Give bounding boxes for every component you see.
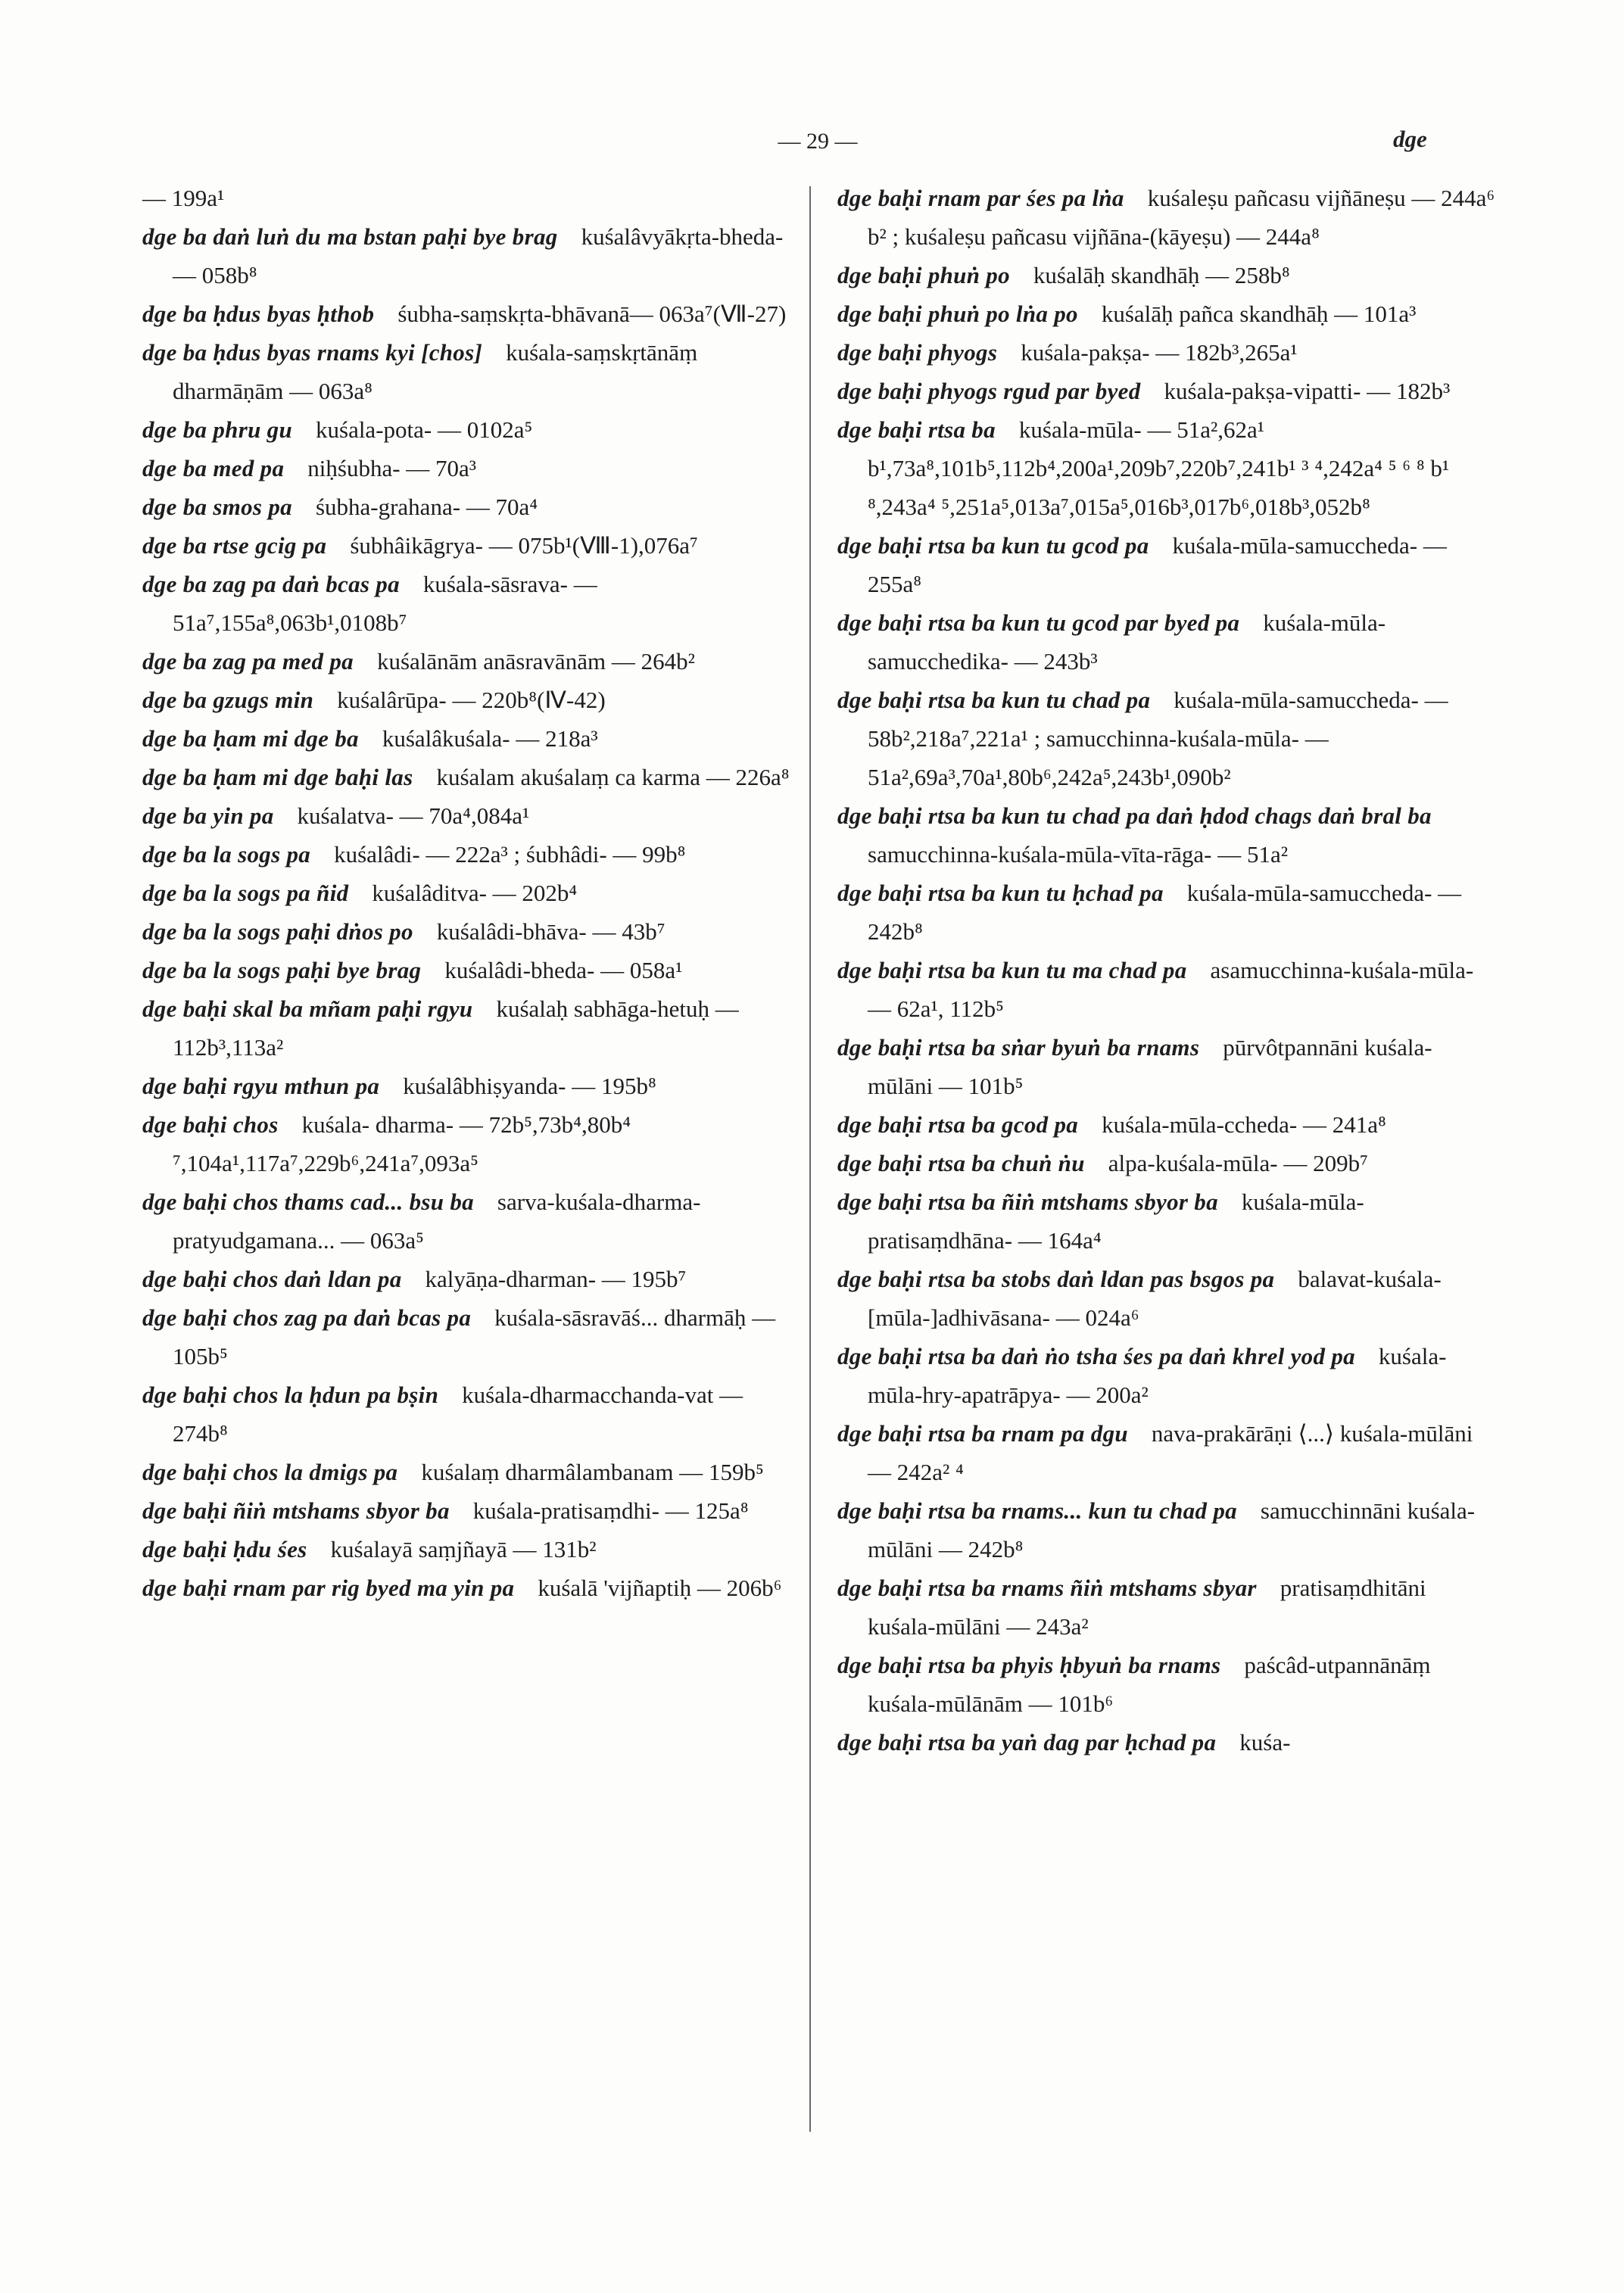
sanskrit-equivalent: kuśa-	[1239, 1729, 1291, 1756]
sanskrit-equivalent: kuśala-pakṣa-vipatti- — 182b³	[1164, 378, 1451, 404]
dictionary-entry	[837, 372, 1496, 410]
sanskrit-equivalent: kuśalam akuśalaṃ ca karma — 226a⁸	[436, 764, 790, 790]
dictionary-entry	[837, 410, 1496, 526]
tibetan-headword: dge baḥi rtsa ba kun tu chad pa	[837, 687, 1151, 713]
sanskrit-equivalent: niḥśubha- — 70a³	[307, 455, 477, 481]
dictionary-entry	[837, 526, 1496, 603]
sanskrit-equivalent: alpa-kuśala-mūla- — 209b⁷	[1108, 1150, 1368, 1176]
tibetan-headword: dge baḥi rnam par śes pa lṅa	[837, 185, 1124, 211]
sanskrit-equivalent: kuśala-pota- — 0102a⁵	[316, 416, 533, 443]
tibetan-headword: dge ba ḥdus byas ḥthob	[142, 301, 375, 327]
sanskrit-equivalent: kuśalâbhiṣyanda- — 195b⁸	[403, 1073, 656, 1099]
dictionary-entry	[142, 217, 801, 294]
sanskrit-equivalent: kuśalāḥ skandhāḥ — 258b⁸	[1033, 262, 1290, 288]
dictionary-entry	[142, 1530, 801, 1569]
tibetan-headword: dge baḥi ḥdu śes	[142, 1536, 307, 1562]
dictionary-entry	[142, 294, 801, 333]
dictionary-entry	[837, 1491, 1496, 1569]
sanskrit-equivalent: kuśala-mūla-samucchedika- — 243b³	[868, 609, 1386, 675]
sanskrit-equivalent: kuśalâditva- — 202b⁴	[372, 880, 578, 906]
sanskrit-equivalent: kuśala-pakṣa- — 182b³,265a¹	[1021, 339, 1298, 366]
tibetan-headword: dge baḥi rtsa ba stobs daṅ ldan pas bsgos pa	[837, 1266, 1275, 1292]
dictionary-entry	[142, 488, 801, 526]
dictionary-entry	[837, 1337, 1496, 1414]
tibetan-headword: dge baḥi rtsa ba ñiṅ mtshams sbyor ba	[837, 1189, 1218, 1215]
dictionary-entry	[142, 1453, 801, 1491]
dictionary-entry	[837, 333, 1496, 372]
tibetan-headword: dge baḥi rtsa ba kun tu ḥchad pa	[837, 880, 1164, 906]
dictionary-entry	[837, 796, 1496, 874]
tibetan-headword: dge baḥi rtsa ba kun tu gcod par byed pa	[837, 609, 1240, 636]
tibetan-headword: dge baḥi phuṅ po lṅa po	[837, 301, 1078, 327]
dictionary-entry	[142, 526, 801, 565]
tibetan-headword: dge baḥi rtsa ba rnam pa dgu	[837, 1420, 1128, 1447]
sanskrit-equivalent: kuśala-mūla-samuccheda- — 58b²,218a⁷,221a¹ ; samucchinna-kuśala-mūla- — 51a²,69a³,70a¹,80b⁶,242a⁵,243b¹,090b²	[868, 687, 1448, 790]
tibetan-headword: dge baḥi chos la dmigs pa	[142, 1459, 398, 1485]
tibetan-headword: dge baḥi rtsa ba kun tu gcod pa	[837, 532, 1149, 559]
tibetan-headword: dge baḥi phuṅ po	[837, 262, 1010, 288]
sanskrit-equivalent: kuśala-saṃskṛtānāṃ dharmāṇām — 063a⁸	[173, 339, 698, 404]
sanskrit-equivalent: śubha-grahana- — 70a⁴	[315, 494, 538, 520]
dictionary-entry	[142, 333, 801, 410]
dictionary-entry	[142, 681, 801, 719]
tibetan-headword: dge baḥi rtsa ba rnams... kun tu chad pa	[837, 1497, 1237, 1524]
tibetan-headword: dge baḥi rtsa ba daṅ ṅo tsha śes pa daṅ khrel yod pa	[837, 1343, 1355, 1369]
sanskrit-equivalent: kuśaleṣu pañcasu vijñāneṣu — 244a⁶ b² ; kuśaleṣu pañcasu vijñāna-(kāyeṣu) — 244a⁸	[868, 185, 1495, 250]
sanskrit-equivalent: kuśala-pratisaṃdhi- — 125a⁸	[472, 1497, 749, 1524]
dictionary-entry	[142, 951, 801, 989]
tibetan-headword: dge ba zag pa med pa	[142, 648, 354, 675]
dictionary-entry	[142, 1182, 801, 1260]
tibetan-headword: dge baḥi rtsa ba chuṅ ṅu	[837, 1150, 1085, 1176]
sanskrit-equivalent: śubhâikāgrya- — 075b¹(Ⅷ-1),076a⁷	[350, 532, 698, 559]
dictionary-entry	[837, 1144, 1496, 1182]
tibetan-headword: dge ba med pa	[142, 455, 285, 481]
tibetan-headword: dge baḥi skal ba mñam paḥi rgyu	[142, 995, 473, 1022]
dictionary-entry	[837, 1569, 1496, 1646]
running-head: dge	[1393, 126, 1427, 152]
tibetan-headword: dge baḥi rtsa ba kun tu chad pa daṅ ḥdod chags daṅ bral ba	[837, 802, 1432, 829]
sanskrit-equivalent: nava-prakārāṇi ⟨...⟩ kuśala-mūlāni — 242a² ⁴	[868, 1420, 1473, 1485]
sanskrit-equivalent: sarva-kuśala-dharma-pratyudgamana... — 063a⁵	[173, 1189, 701, 1254]
tibetan-headword: dge baḥi rgyu mthun pa	[142, 1073, 380, 1099]
dictionary-entry	[142, 874, 801, 912]
page-number: — 29 —	[778, 129, 858, 154]
tibetan-headword: dge ba la sogs paḥi dṅos po	[142, 918, 413, 945]
sanskrit-equivalent: kuśala-mūla-pratisaṃdhāna- — 164a⁴	[868, 1189, 1364, 1254]
dictionary-entry	[142, 1105, 801, 1182]
dictionary-entry	[142, 1491, 801, 1530]
dictionary-entry	[142, 912, 801, 951]
tibetan-headword: dge baḥi rtsa ba yaṅ dag par ḥchad pa	[837, 1729, 1217, 1756]
tibetan-headword: dge ba zag pa daṅ bcas pa	[142, 571, 400, 597]
tibetan-headword: dge baḥi rtsa ba sṅar byuṅ ba rnams	[837, 1034, 1200, 1061]
sanskrit-equivalent: kuśala-mūla-samuccheda- — 242b⁸	[868, 880, 1462, 945]
tibetan-headword: dge baḥi ñiṅ mtshams sbyor ba	[142, 1497, 450, 1524]
sanskrit-equivalent: paścâd-utpannānāṃ kuśala-mūlānām — 101b⁶	[868, 1652, 1431, 1717]
sanskrit-equivalent: asamucchinna-kuśala-mūla- — 62a¹, 112b⁵	[868, 957, 1474, 1022]
sanskrit-equivalent: kuśalayā saṃjñayā — 131b²	[330, 1536, 597, 1562]
dictionary-entry	[142, 1260, 801, 1298]
tibetan-headword: dge baḥi chos	[142, 1111, 279, 1138]
tibetan-headword: dge ba la sogs pa ñid	[142, 880, 349, 906]
sanskrit-equivalent: kuśala-mūla-ccheda- — 241a⁸	[1102, 1111, 1386, 1138]
sanskrit-equivalent: kuśala-mūla- — 51a²,62a¹ b¹,73a⁸,101b⁵,112b⁴,200a¹,209b⁷,220b⁷,241b¹ ³ ⁴,242a⁴ ⁵ ⁶ ⁸ b¹ ⁸,243a⁴ ⁵,251a⁵,013a⁷,015a⁵,016b³,017b⁶,018b³,052b⁸	[868, 416, 1450, 520]
sanskrit-equivalent: kalyāṇa-dharman- — 195b⁷	[425, 1266, 687, 1292]
dictionary-entry	[142, 719, 801, 758]
dictionary-entry	[142, 449, 801, 488]
dictionary-entry	[142, 758, 801, 796]
dictionary-entry	[837, 1646, 1496, 1723]
tibetan-headword: dge ba smos pa	[142, 494, 292, 520]
sanskrit-equivalent: kuśalâdi-bhāva- — 43b⁷	[436, 918, 665, 945]
sanskrit-equivalent: — 199a¹	[142, 185, 225, 211]
tibetan-headword: dge baḥi phyogs rgud par byed	[837, 378, 1141, 404]
dictionary-entry	[837, 1723, 1496, 1762]
sanskrit-equivalent: śubha-saṃskṛta-bhāvanā— 063a⁷(Ⅶ-27)	[397, 301, 787, 327]
tibetan-headword: dge ba yin pa	[142, 802, 274, 829]
dictionary-entry	[837, 179, 1496, 256]
dictionary-entry	[142, 1569, 801, 1607]
tibetan-headword: dge ba la sogs pa	[142, 841, 311, 868]
sanskrit-equivalent: kuśala-dharmacchanda-vat — 274b⁸	[173, 1382, 743, 1447]
dictionary-entry	[142, 565, 801, 642]
tibetan-headword: dge baḥi rnam par rig byed ma yin pa	[142, 1575, 515, 1601]
tibetan-headword: dge ba ḥam mi dge ba	[142, 725, 359, 752]
tibetan-headword: dge baḥi chos daṅ ldan pa	[142, 1266, 402, 1292]
sanskrit-equivalent: kuśalaḥ sabhāga-hetuḥ — 112b³,113a²	[173, 995, 739, 1061]
tibetan-headword: dge baḥi phyogs	[837, 339, 998, 366]
sanskrit-equivalent: kuśalatva- — 70a⁴,084a¹	[297, 802, 530, 829]
dictionary-entry	[142, 410, 801, 449]
tibetan-headword: dge ba ḥdus byas rnams kyi [chos]	[142, 339, 483, 366]
sanskrit-equivalent: kuśalaṃ dharmâlambanam — 159b⁵	[421, 1459, 764, 1485]
sanskrit-equivalent: kuśala-sāsravāś... dharmāḥ — 105b⁵	[173, 1304, 776, 1369]
dictionary-entry	[837, 1028, 1496, 1105]
tibetan-headword: dge baḥi chos la ḥdun pa bṣin	[142, 1382, 439, 1408]
dictionary-entry	[837, 603, 1496, 681]
tibetan-headword: dge baḥi rtsa ba phyis ḥbyuṅ ba rnams	[837, 1652, 1221, 1678]
sanskrit-equivalent: kuśalā 'vijñaptiḥ — 206b⁶	[538, 1575, 782, 1601]
dictionary-entry	[837, 1260, 1496, 1337]
sanskrit-equivalent: kuśalānām anāsravānām — 264b²	[376, 648, 695, 675]
dictionary-entry	[142, 989, 801, 1067]
column-divider	[809, 186, 811, 2132]
dictionary-entry	[837, 681, 1496, 796]
sanskrit-equivalent: kuśalârūpa- — 220b⁸(Ⅳ-42)	[337, 687, 606, 713]
sanskrit-equivalent: samucchinnāni kuśala-mūlāni — 242b⁸	[868, 1497, 1476, 1562]
right-column	[837, 179, 1496, 1762]
tibetan-headword: dge ba ḥam mi dge baḥi las	[142, 764, 413, 790]
dictionary-entry	[837, 256, 1496, 294]
dictionary-entry	[837, 1105, 1496, 1144]
sanskrit-equivalent: kuśalâkuśala- — 218a³	[382, 725, 598, 752]
dictionary-entry	[142, 642, 801, 681]
dictionary-entry	[142, 179, 801, 217]
dictionary-entry	[837, 874, 1496, 951]
sanskrit-equivalent: samucchinna-kuśala-mūla-vīta-rāga- — 51a²	[868, 841, 1289, 868]
sanskrit-equivalent: kuśala- dharma- — 72b⁵,73b⁴,80b⁴ ⁷,104a¹,117a⁷,229b⁶,241a⁷,093a⁵	[173, 1111, 631, 1176]
sanskrit-equivalent: kuśala-sāsrava- — 51a⁷,155a⁸,063b¹,0108b⁷	[173, 571, 597, 636]
sanskrit-equivalent: pratisaṃdhitāni kuśala-mūlāni — 243a²	[868, 1575, 1426, 1640]
tibetan-headword: dge ba gzugs min	[142, 687, 314, 713]
sanskrit-equivalent: kuśalâvyākṛta-bheda- — 058b⁸	[173, 223, 784, 288]
dictionary-entry	[142, 835, 801, 874]
left-column	[142, 179, 801, 1607]
dictionary-entry	[142, 1298, 801, 1375]
dictionary-entry	[837, 951, 1496, 1028]
dictionary-entry	[142, 1375, 801, 1453]
tibetan-headword: dge ba phru gu	[142, 416, 292, 443]
tibetan-headword: dge baḥi rtsa ba gcod pa	[837, 1111, 1079, 1138]
dictionary-entry	[837, 294, 1496, 333]
dictionary-entry	[142, 796, 801, 835]
sanskrit-equivalent: kuśala-mūla-hry-apatrāpya- — 200a²	[868, 1343, 1447, 1408]
tibetan-headword: dge baḥi chos zag pa daṅ bcas pa	[142, 1304, 472, 1331]
sanskrit-equivalent: balavat-kuśala-[mūla-]adhivāsana- — 024a⁶	[868, 1266, 1442, 1331]
dictionary-entry	[837, 1182, 1496, 1260]
tibetan-headword: dge ba daṅ luṅ du ma bstan paḥi bye brag	[142, 223, 558, 250]
sanskrit-equivalent: kuśalâdi- — 222a³ ; śubhâdi- — 99b⁸	[334, 841, 686, 868]
tibetan-headword: dge baḥi rtsa ba rnams ñiṅ mtshams sbyar	[837, 1575, 1257, 1601]
tibetan-headword: dge baḥi chos thams cad... bsu ba	[142, 1189, 474, 1215]
tibetan-headword: dge ba rtse gcig pa	[142, 532, 327, 559]
sanskrit-equivalent: kuśalâdi-bheda- — 058a¹	[444, 957, 683, 983]
sanskrit-equivalent: kuśalāḥ pañca skandhāḥ — 101a³	[1101, 301, 1417, 327]
sanskrit-equivalent: kuśala-mūla-samuccheda- — 255a⁸	[868, 532, 1447, 597]
dictionary-entry	[837, 1414, 1496, 1491]
tibetan-headword: dge baḥi rtsa ba	[837, 416, 996, 443]
dictionary-entry	[142, 1067, 801, 1105]
tibetan-headword: dge baḥi rtsa ba kun tu ma chad pa	[837, 957, 1187, 983]
tibetan-headword: dge ba la sogs paḥi bye brag	[142, 957, 422, 983]
sanskrit-equivalent: pūrvôtpannāni kuśala-mūlāni — 101b⁵	[868, 1034, 1432, 1099]
